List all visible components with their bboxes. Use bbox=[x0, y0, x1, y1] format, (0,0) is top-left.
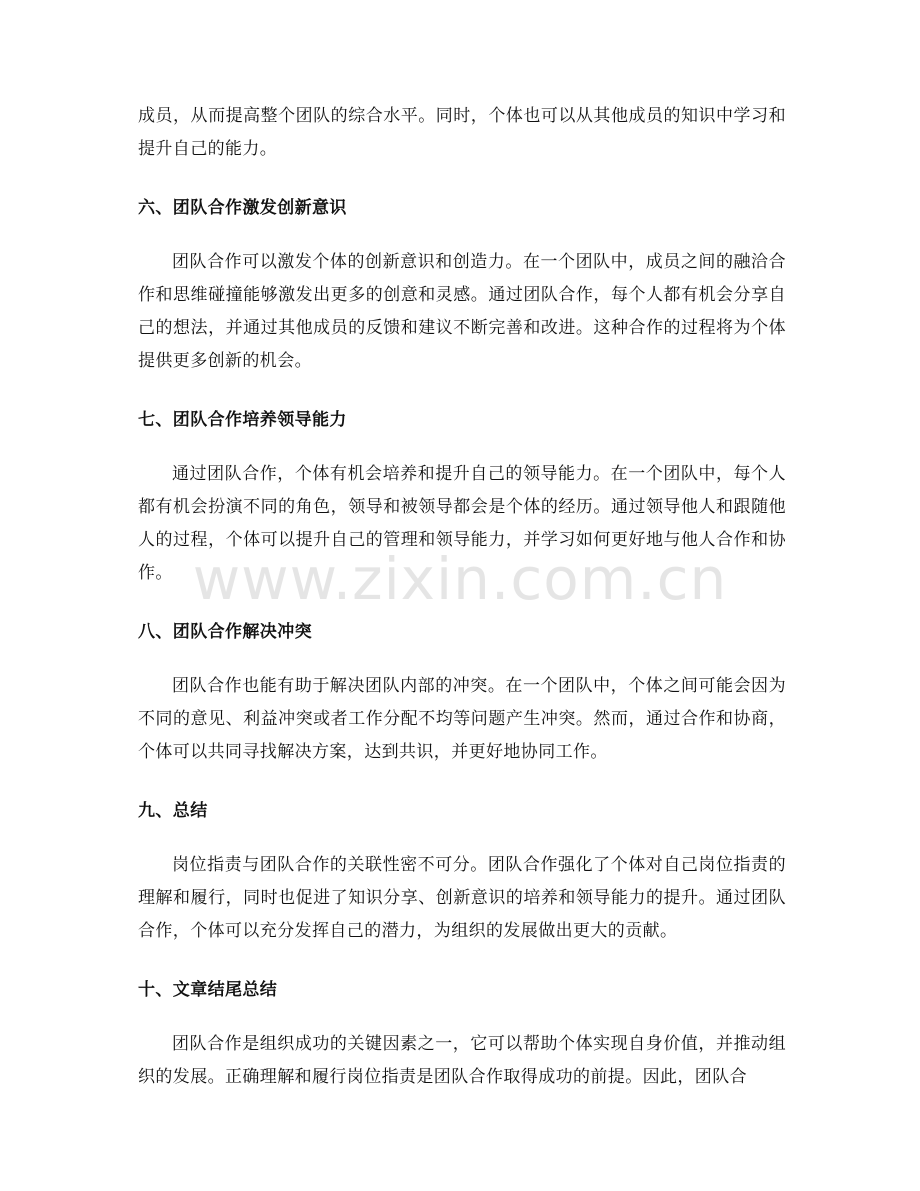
section-paragraph-9: 岗位指责与团队合作的关联性密不可分。团队合作强化了个体对自己岗位指责的理解和履行，同时也促进了知识分享、创新意识的培养和领导能力的提升。通过团队合作，个体可以充分发挥自己的潜力，为组织的发展做出更大的贡献。 bbox=[138, 855, 786, 941]
section-heading-10: 十、文章结尾总结 bbox=[138, 980, 278, 1000]
section-paragraph-6: 团队合作可以激发个体的创新意识和创造力。在一个团队中，成员之间的融洽合作和思维碰撞能够激发出更多的创意和灵感。通过团队合作，每个人都有机会分享自己的想法，并通过其他成员的反馈和建议不断完善和改进。这种合作的过程将为个体提供更多创新的机会。 bbox=[138, 252, 786, 371]
section-paragraph-7: 通过团队合作，个体有机会培养和提升自己的领导能力。在一个团队中，每个人都有机会扮演不同的角色，领导和被领导都会是个体的经历。通过领导他人和跟随他人的过程，个体可以提升自己的管理和领导能力，并学习如何更好地与他人合作和协作。 bbox=[138, 464, 786, 583]
section-heading-8: 八、团队合作解决冲突 bbox=[138, 622, 312, 642]
document-page bbox=[138, 100, 786, 1094]
paragraph-continuation: 成员，从而提高整个团队的综合水平。同时，个体也可以从其他成员的知识中学习和提升自己的能力。 bbox=[138, 106, 786, 159]
watermark: www.zixin.com.cn bbox=[192, 545, 728, 613]
section-paragraph-10: 团队合作是组织成功的关键因素之一，它可以帮助个体实现自身价值，并推动组织的发展。正确理解和履行岗位指责是团队合作取得成功的前提。因此，团队合 bbox=[138, 1034, 786, 1087]
section-heading-6: 六、团队合作激发创新意识 bbox=[138, 198, 347, 218]
section-heading-9: 九、总结 bbox=[138, 801, 208, 821]
section-heading-7: 七、团队合作培养领导能力 bbox=[138, 410, 347, 430]
section-paragraph-8: 团队合作也能有助于解决团队内部的冲突。在一个团队中，个体之间可能会因为不同的意见、利益冲突或者工作分配不均等问题产生冲突。然而，通过合作和协商，个体可以共同寻找解决方案，达到共识，并更好地协同工作。 bbox=[138, 676, 786, 762]
